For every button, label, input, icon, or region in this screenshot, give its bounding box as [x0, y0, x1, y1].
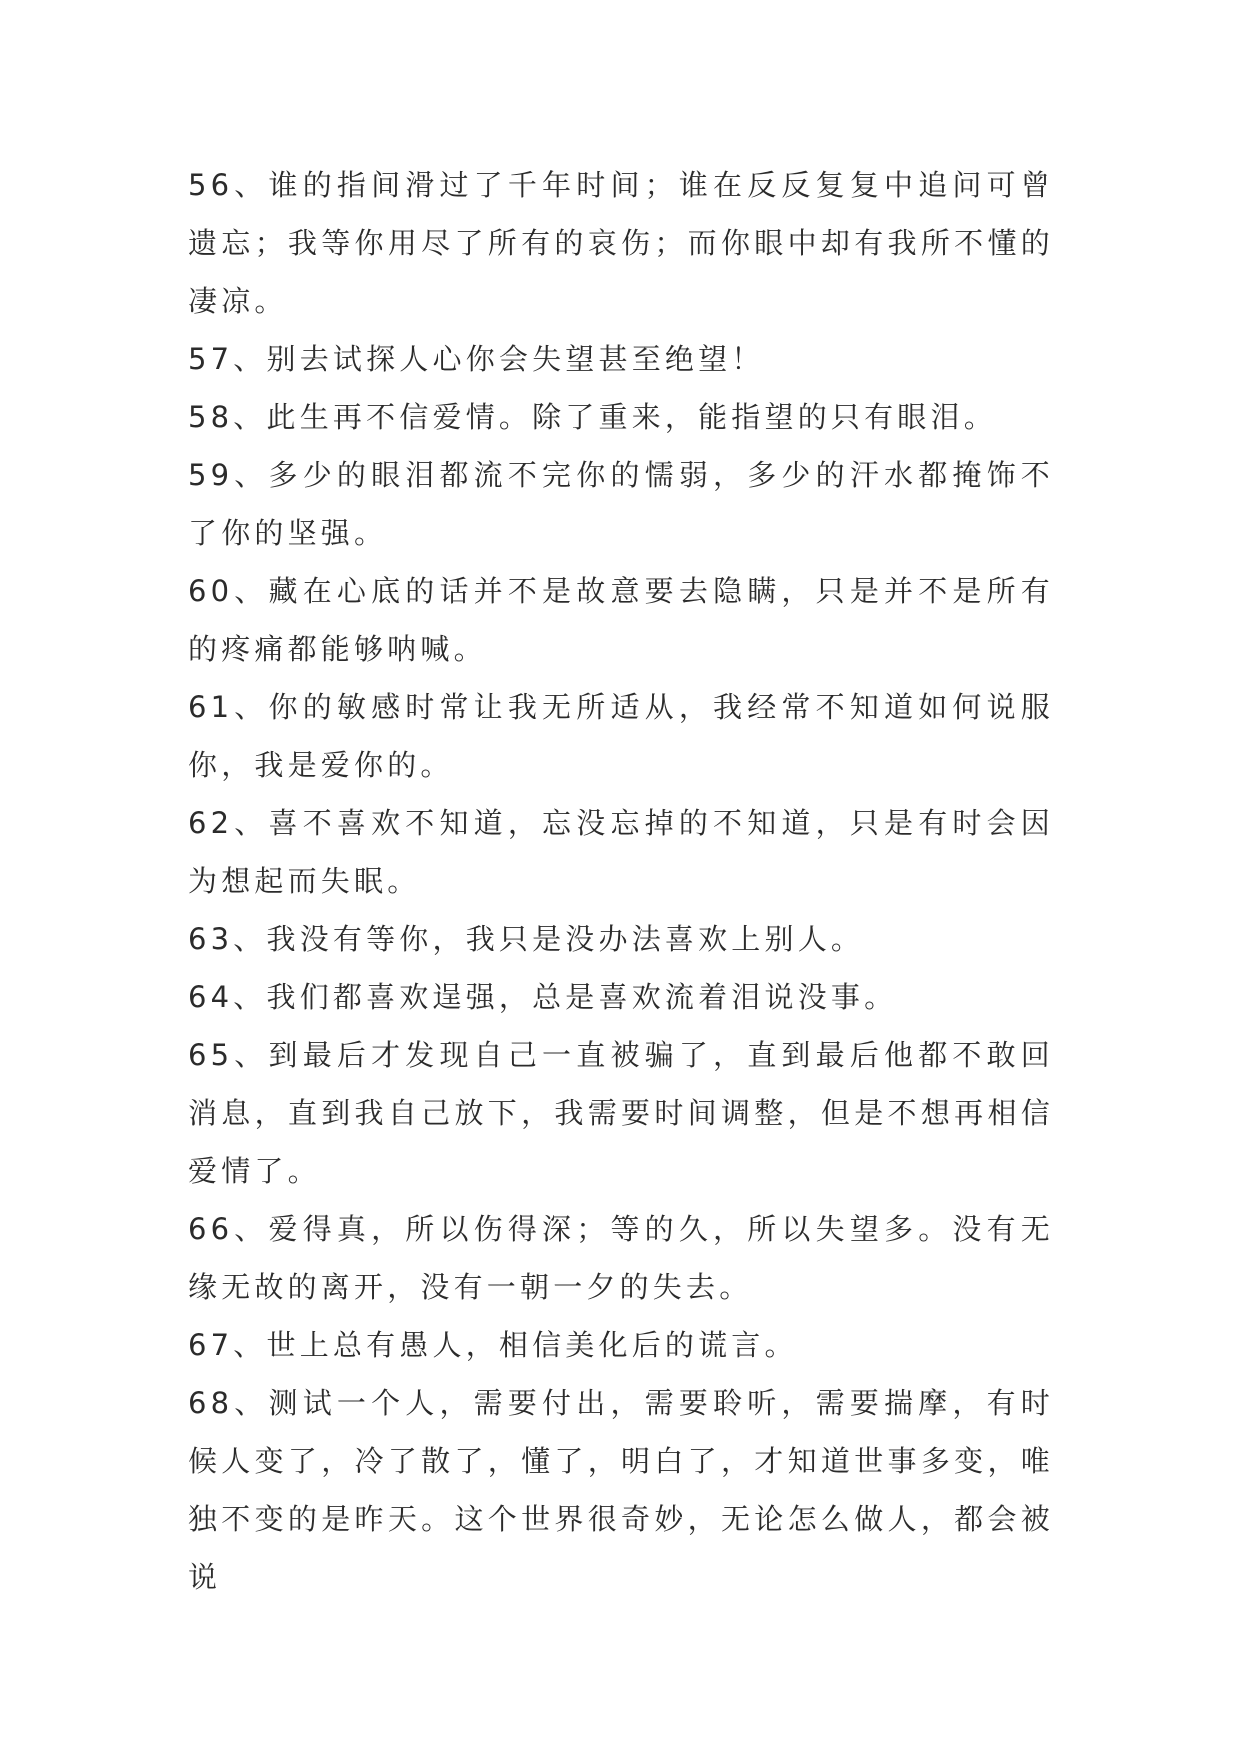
paragraph-62: 62、喜不喜欢不知道，忘没忘掉的不知道，只是有时会因为想起而失眠。: [188, 806, 1054, 898]
paragraph-65: 65、到最后才发现自己一直被骗了，直到最后他都不敢回消息，直到我自己放下，我需要时间调整，但是不想再相信爱情了。: [188, 1038, 1054, 1188]
paragraph-59: 59、多少的眼泪都流不完你的懦弱，多少的汗水都掩饰不了你的坚强。: [188, 458, 1054, 550]
paragraph-66: 66、爱得真，所以伤得深；等的久，所以失望多。没有无缘无故的离开，没有一朝一夕的失去。: [188, 1212, 1054, 1304]
paragraph-57: 57、别去试探人心你会失望甚至绝望！: [188, 342, 765, 376]
paragraph-67: 67、世上总有愚人，相信美化后的谎言。: [188, 1328, 798, 1362]
paragraph-68: 68、测试一个人，需要付出，需要聆听，需要揣摩，有时候人变了，冷了散了，懂了，明白了，才知道世事多变，唯独不变的是昨天。这个世界很奇妙，无论怎么做人，都会被说: [188, 1386, 1054, 1594]
paragraph-61: 61、你的敏感时常让我无所适从，我经常不知道如何说服你，我是爱你的。: [188, 690, 1054, 782]
paragraph-58: 58、此生再不信爱情。除了重来，能指望的只有眼泪。: [188, 400, 997, 434]
paragraph-63: 63、我没有等你，我只是没办法喜欢上别人。: [188, 922, 865, 956]
document-body: [188, 156, 1054, 1606]
paragraph-56: 56、谁的指间滑过了千年时间；谁在反反复复中追问可曾遗忘；我等你用尽了所有的哀伤；而你眼中却有我所不懂的凄凉。: [188, 168, 1054, 318]
paragraph-64: 64、我们都喜欢逞强，总是喜欢流着泪说没事。: [188, 980, 898, 1014]
paragraph-60: 60、藏在心底的话并不是故意要去隐瞒，只是并不是所有的疼痛都能够呐喊。: [188, 574, 1054, 666]
